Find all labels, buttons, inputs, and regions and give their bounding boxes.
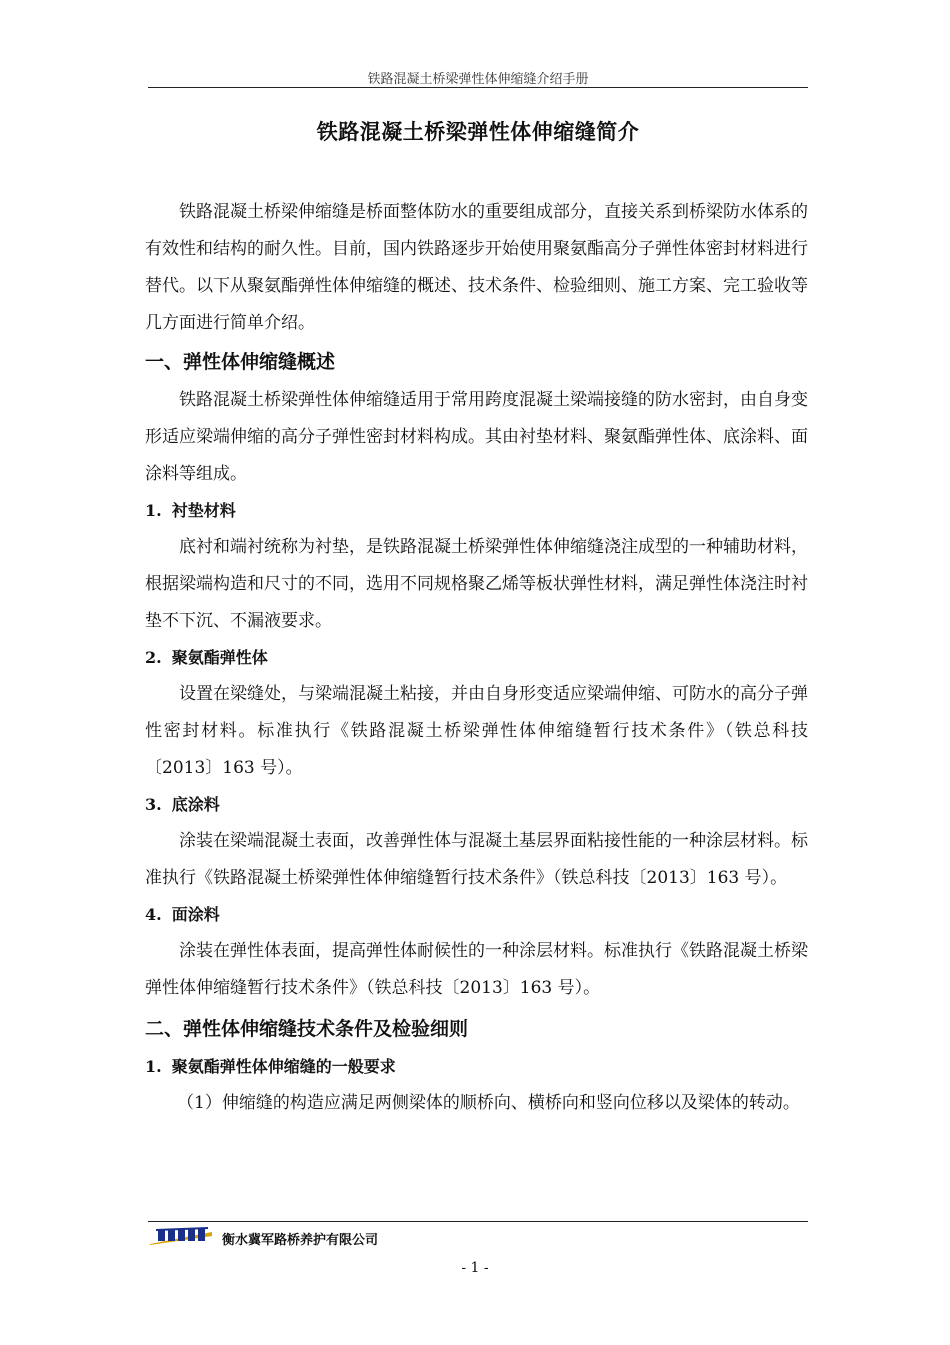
subsection-paragraph: 涂装在弹性体表面，提高弹性体耐候性的一种涂层材料。标准执行《铁路混凝土桥梁弹性体伸缩缝暂行技术条件》（铁总科技〔2013〕163 号）。	[145, 941, 808, 998]
intro-paragraph: 铁路混凝土桥梁伸缩缝是桥面整体防水的重要组成部分，直接关系到桥梁防水体系的有效性和结构的耐久性。目前，国内铁路逐步开始使用聚氨酯高分子弹性体密封材料进行替代。以下从聚氨酯弹性体伸缩缝的概述、技术条件、检验细则、施工方案、完工验收等几方面进行简单介绍。	[145, 202, 808, 333]
document-body	[145, 194, 808, 1122]
document-title: 铁路混凝土桥梁弹性体伸缩缝简介	[316, 120, 640, 144]
subsection-paragraph: 设置在梁缝处，与梁端混凝土粘接，并由自身形变适应梁端伸缩、可防水的高分子弹性密封材料。标准执行《铁路混凝土桥梁弹性体伸缩缝暂行技术条件》（铁总科技〔2013〕163 号）。	[145, 684, 808, 778]
subsection-heading	[145, 640, 808, 676]
subsection-number: 1.	[145, 1057, 162, 1076]
requirement-item: （1）伸缩缝的构造应满足两侧梁体的顺桥向、横桥向和竖向位移以及梁体的转动。	[177, 1093, 800, 1113]
running-header: 铁路混凝土桥梁弹性体伸缩缝介绍手册	[367, 72, 589, 87]
subsection-heading	[145, 1049, 808, 1085]
company-name: 衡水冀军路桥养护有限公司	[222, 1233, 379, 1248]
page-number: - 1 -	[461, 1260, 489, 1276]
footer-rule	[148, 1221, 808, 1222]
subsection-title: 衬垫材料	[171, 501, 236, 520]
header-rule	[148, 87, 808, 88]
company-logo	[148, 1226, 214, 1246]
subsection-heading	[145, 787, 808, 823]
section-1-heading: 一、弹性体伸缩缝概述	[145, 351, 336, 373]
section-1-paragraph: 铁路混凝土桥梁弹性体伸缩缝适用于常用跨度混凝土梁端接缝的防水密封，由自身变形适应梁端伸缩的高分子弹性密封材料构成。其由衬垫材料、聚氨酯弹性体、底涂料、面涂料等组成。	[145, 390, 808, 484]
subsection-paragraph: 底衬和端衬统称为衬垫，是铁路混凝土桥梁弹性体伸缩缝浇注成型的一种辅助材料，根据梁端构造和尺寸的不同，选用不同规格聚乙烯等板状弹性材料，满足弹性体浇注时衬垫不下沉、不漏液要求。	[145, 537, 808, 631]
subsection-number: 4.	[145, 905, 162, 924]
section-2-heading: 二、弹性体伸缩缝技术条件及检验细则	[145, 1018, 469, 1040]
subsection-heading	[145, 493, 808, 529]
subsection-number: 1.	[145, 501, 162, 520]
subsection-title: 面涂料	[171, 905, 220, 924]
subsection-paragraph: 涂装在梁端混凝土表面，改善弹性体与混凝土基层界面粘接性能的一种涂层材料。标准执行《铁路混凝土桥梁弹性体伸缩缝暂行技术条件》（铁总科技〔2013〕163 号）。	[145, 831, 808, 888]
subsection-title: 聚氨酯弹性体伸缩缝的一般要求	[171, 1057, 396, 1076]
subsection-title: 聚氨酯弹性体	[171, 648, 268, 667]
subsection-number: 2.	[145, 648, 162, 667]
subsection-heading	[145, 897, 808, 933]
subsection-title: 底涂料	[171, 795, 220, 814]
subsection-number: 3.	[145, 795, 162, 814]
